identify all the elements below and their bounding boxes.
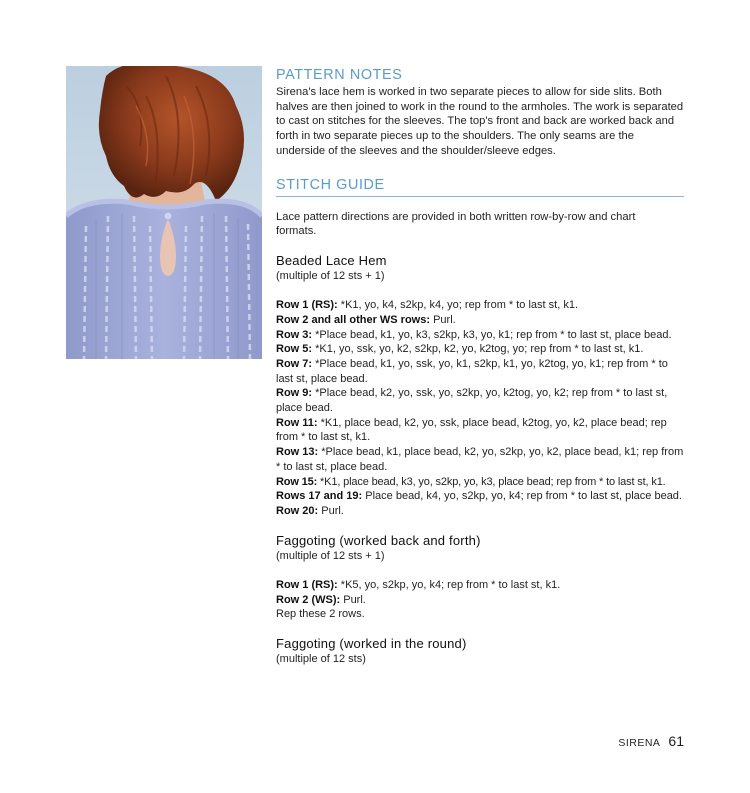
stitch-guide-intro: Lace pattern directions are provided in both written row-by-row and chart formats. — [276, 210, 636, 238]
multiple-note: (multiple of 12 sts + 1) — [276, 269, 385, 282]
pattern-notes-heading: PATTERN NOTES — [276, 67, 403, 83]
page-number: 61 — [668, 733, 684, 749]
row-instruction: Row 7: *Place bead, k1, yo, ssk, yo, k1, s2kp, k1, yo, k2tog, yo, k1; rep from * to last st, place bead. — [276, 357, 668, 385]
stitch-guide-heading: STITCH GUIDE — [276, 176, 385, 193]
multiple-note: (multiple of 12 sts) — [276, 652, 366, 665]
section-beaded-lace-hem — [276, 253, 684, 519]
section-faggoting-back-and-forth — [276, 533, 684, 622]
row-instruction: Row 2 and all other WS rows: Purl. — [276, 313, 456, 326]
section-heading: Faggoting (worked back and forth) — [276, 532, 481, 548]
row-instruction: Row 3: *Place bead, k1, yo, k3, s2kp, k3, yo, k1; rep from * to last st, place bead. — [276, 328, 672, 341]
row-instruction: Row 11: *K1, place bead, k2, yo, ssk, place bead, k2tog, yo, k2, place bead; rep from * to last st, k1. — [276, 416, 667, 444]
pattern-notes-text: Sirena's lace hem is worked in two separate pieces to allow for side slits. Both halves are then joined to work in the round to the armholes. The work is separated to cast on stitches for the sleeves. The top's front and back are worked back and forth in two separate pieces up to the shoulders. The only seams are the underside of the sleeves and the shoulder/sleeve edges. — [276, 86, 684, 157]
row-instruction: Row 5: *K1, yo, ssk, yo, k2, s2kp, k2, yo, k2tog, yo; rep from * to last st, k1. — [276, 343, 644, 356]
sweater-back-photo — [66, 66, 262, 359]
running-title: SIRENA — [618, 737, 661, 749]
text-column — [276, 66, 684, 667]
row-instruction: Row 1 (RS): *K5, yo, s2kp, yo, k4; rep from * to last st, k1. — [276, 578, 561, 591]
section-heading: Beaded Lace Hem — [276, 252, 387, 268]
row-instruction: Row 15: *K1, place bead, k3, yo, s2kp, yo, k3, place bead; rep from * to last st, k1. — [276, 475, 666, 488]
row-instruction: Row 2 (WS): Purl. — [276, 593, 366, 606]
row-instruction: Rows 17 and 19: Place bead, k4, yo, s2kp, yo, k4; rep from * to last st, place bead. — [276, 490, 682, 503]
row-instruction: Row 13: *Place bead, k1, place bead, k2, yo, s2kp, yo, k2, place bead, k1; rep from * to last st, place bead. — [276, 446, 684, 473]
page-footer — [560, 733, 684, 749]
multiple-note: (multiple of 12 sts + 1) — [276, 549, 385, 562]
section-faggoting-in-the-round — [276, 636, 684, 667]
row-instruction: Row 1 (RS): *K1, yo, k4, s2kp, k4, yo; rep from * to last st, k1. — [276, 299, 578, 312]
row-instruction: Row 20: Purl. — [276, 504, 344, 517]
section-heading: Faggoting (worked in the round) — [276, 635, 467, 651]
row-instruction: Row 9: *Place bead, k2, yo, ssk, yo, s2kp, yo, k2tog, yo, k2; rep from * to last st, place bead. — [276, 387, 668, 415]
row-instruction: Rep these 2 rows. — [276, 608, 365, 621]
